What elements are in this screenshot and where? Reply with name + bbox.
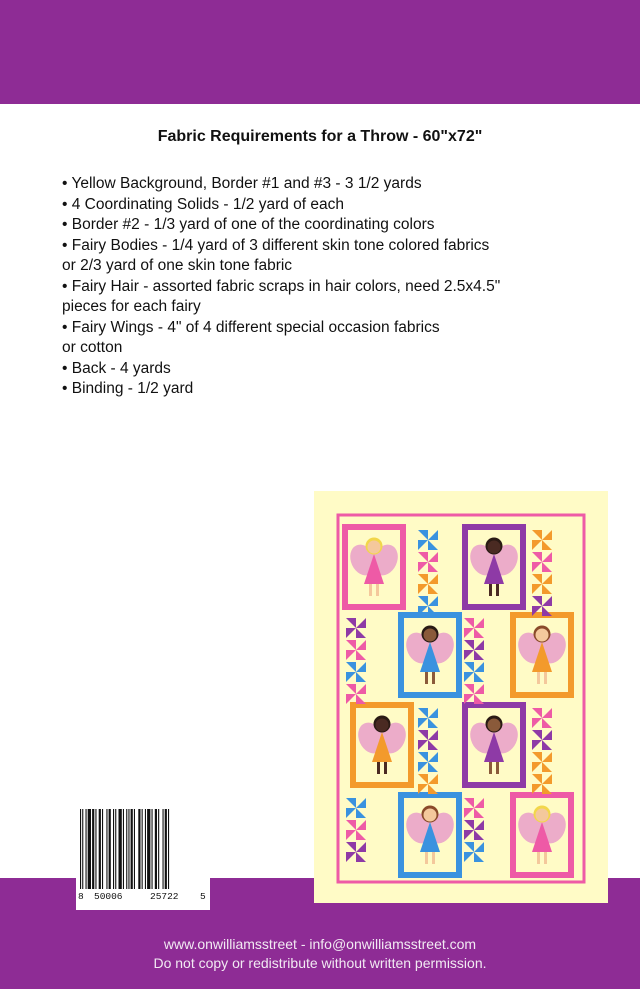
barcode-group-left: 50006: [94, 891, 123, 902]
fairy-leg: [489, 762, 492, 774]
pinwheel: [418, 574, 438, 594]
pinwheel: [346, 684, 366, 704]
requirement-line: • Fairy Wings - 4" of 4 different special occasion fabrics: [62, 318, 440, 336]
fairy-block: [350, 702, 414, 788]
pinwheel: [532, 752, 552, 772]
barcode-bar: [115, 809, 116, 889]
requirement-line: or cotton: [62, 339, 123, 356]
fairy-face: [368, 541, 381, 554]
fairy-leg: [489, 584, 492, 596]
pinwheel: [346, 662, 366, 682]
pinwheel: [418, 708, 438, 728]
fairy-block: [342, 524, 406, 610]
pinwheel: [418, 552, 438, 572]
pinwheel: [464, 842, 484, 862]
barcode-bar: [106, 809, 107, 889]
requirement-line: or 2/3 yard of one skin tone fabric: [62, 257, 293, 274]
fairy-leg: [496, 584, 499, 596]
barcode-bar: [113, 809, 114, 889]
fairy-leg: [496, 762, 499, 774]
fairy-face: [488, 719, 501, 732]
requirements-list: [62, 174, 602, 400]
barcode-bar: [123, 809, 124, 889]
pinwheel: [464, 684, 484, 704]
fairy-face: [376, 719, 389, 732]
fairy-leg: [376, 584, 379, 596]
barcode-bars: [76, 805, 210, 891]
barcode-bar: [158, 809, 159, 889]
pinwheel: [532, 530, 552, 550]
barcode-bar: [163, 809, 164, 889]
requirement-line: • Back - 4 yards: [62, 359, 171, 377]
barcode-bar: [102, 809, 103, 889]
barcode-bar: [126, 809, 127, 889]
barcode-bar: [82, 809, 83, 889]
barcode-bar: [92, 809, 94, 889]
barcode-bar: [134, 809, 135, 889]
fairy-leg: [432, 852, 435, 864]
barcode-group-right: 25722: [150, 891, 179, 902]
fairy-leg: [425, 852, 428, 864]
fairy-leg: [544, 852, 547, 864]
footer-contact: www.onwilliamsstreet - info@onwilliamsstreet.com: [163, 936, 477, 952]
requirement-line: • Fairy Hair - assorted fabric scraps in hair colors, need 2.5x4.5": [62, 277, 501, 295]
requirement-line: • Yellow Background, Border #1 and #3 - 3 1/2 yards: [62, 175, 422, 192]
requirement-line: • Fairy Bodies - 1/4 yard of 3 different skin tone colored fabrics: [62, 236, 490, 254]
requirement-line: • Border #2 - 1/3 yard of one of the coordinating colors: [62, 216, 435, 233]
pinwheel: [464, 640, 484, 660]
pinwheel: [346, 820, 366, 840]
pinwheel: [346, 618, 366, 638]
barcode-bar: [168, 809, 169, 889]
pinwheel: [418, 774, 438, 794]
fairy-leg: [432, 672, 435, 684]
pinwheel: [464, 820, 484, 840]
fairy-leg: [544, 672, 547, 684]
fairy-face: [536, 809, 549, 822]
pinwheel: [532, 596, 552, 616]
pinwheel: [532, 708, 552, 728]
barcode-bar: [88, 809, 91, 889]
pinwheel: [418, 596, 438, 616]
pinwheel: [418, 752, 438, 772]
barcode-bar: [131, 809, 133, 889]
fairy-leg: [384, 762, 387, 774]
footer-notice: Do not copy or redistribute without written permission.: [153, 955, 487, 971]
requirement-line: pieces for each fairy: [62, 298, 201, 315]
fairy-block: [462, 524, 526, 610]
barcode-bar: [138, 809, 140, 889]
barcode-bar: [86, 809, 87, 889]
barcode-bar: [147, 809, 150, 889]
fairy-block: [398, 612, 462, 698]
barcode: [76, 805, 210, 910]
barcode-bar: [80, 809, 81, 889]
pinwheel: [532, 774, 552, 794]
fairy-face: [424, 629, 437, 642]
pinwheel: [532, 574, 552, 594]
fairy-block: [398, 792, 462, 878]
fairy-block: [510, 612, 574, 698]
barcode-bar: [109, 809, 111, 889]
fairy-leg: [369, 584, 372, 596]
barcode-bar: [155, 809, 157, 889]
barcode-bar: [142, 809, 143, 889]
fairy-face: [424, 809, 437, 822]
barcode-bar: [119, 809, 122, 889]
barcode-bar: [145, 809, 146, 889]
barcode-bar: [152, 809, 153, 889]
fairy-leg: [377, 762, 380, 774]
fairy-block: [462, 702, 526, 788]
page-title: Fabric Requirements for a Throw - 60"x72": [157, 128, 483, 145]
pinwheel: [418, 530, 438, 550]
barcode-bar: [128, 809, 129, 889]
pinwheel: [532, 730, 552, 750]
pinwheel: [346, 640, 366, 660]
requirement-line: • Binding - 1/2 yard: [62, 380, 194, 397]
footer: [0, 935, 640, 973]
barcode-bar: [99, 809, 101, 889]
requirement-line: • 4 Coordinating Solids - 1/2 yard of each: [62, 195, 345, 213]
barcode-bar: [165, 809, 167, 889]
fairy-face: [488, 541, 501, 554]
fairy-face: [536, 629, 549, 642]
fairy-leg: [537, 672, 540, 684]
quilt-illustration: [314, 491, 608, 903]
barcode-digit-first: 8: [78, 891, 84, 902]
top-color-band: [0, 0, 640, 104]
pinwheel: [464, 662, 484, 682]
pinwheel: [346, 842, 366, 862]
pinwheel: [418, 730, 438, 750]
pinwheel: [346, 798, 366, 818]
pinwheel: [464, 618, 484, 638]
fairy-leg: [425, 672, 428, 684]
fairy-block: [510, 792, 574, 878]
barcode-bar: [95, 809, 96, 889]
barcode-digit-last: 5: [200, 891, 206, 902]
pinwheel: [532, 552, 552, 572]
fairy-leg: [537, 852, 540, 864]
pinwheel: [464, 798, 484, 818]
